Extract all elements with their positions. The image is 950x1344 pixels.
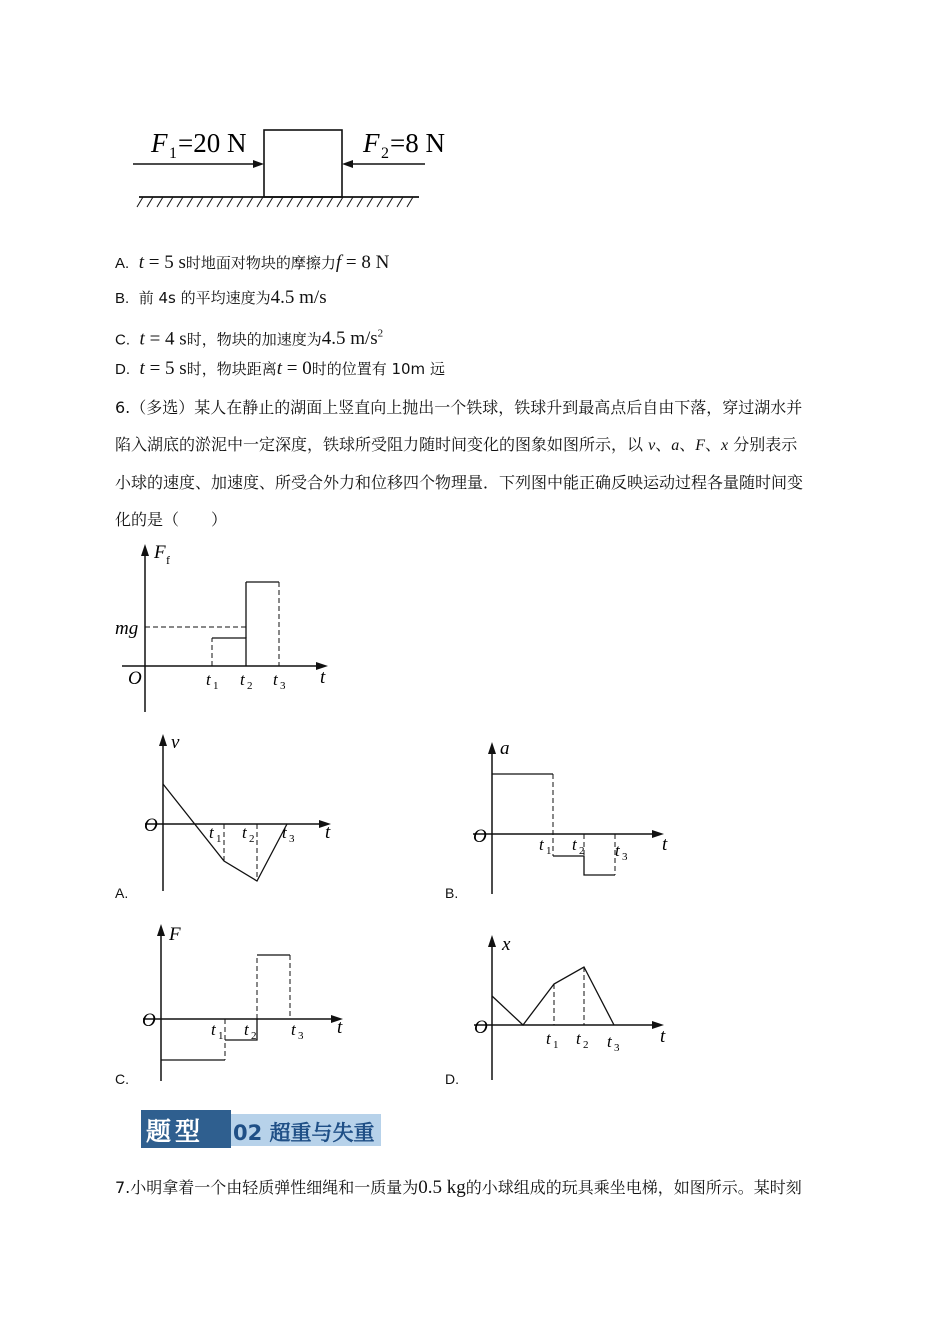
- graph-d-letter: D.: [445, 1071, 459, 1087]
- force-diagram: [125, 115, 465, 215]
- tick-t2: t: [240, 670, 245, 689]
- f2-symbol: F: [363, 128, 380, 158]
- f1-value: =20 N: [178, 128, 247, 158]
- graph-a-t2: t: [242, 823, 247, 842]
- graph-c-t1: t: [211, 1020, 216, 1039]
- graph-b-t1-sub: 1: [546, 845, 552, 857]
- ff-y-sub: f: [166, 553, 170, 567]
- q6-line-1: 6.（多选）某人在静止的湖面上竖直向上抛出一个铁球，铁球升到最高点后自由下落，穿过湖水并: [115, 398, 803, 417]
- graph-b-t3: t: [615, 841, 620, 860]
- question-6: [115, 389, 840, 538]
- graph-d-y-label: x: [502, 934, 511, 955]
- graph-a-t3-sub: 3: [289, 833, 295, 845]
- question-7: 7.小明拿着一个由轻质弹性细绳和一质量为0.5 kg的小球组成的玩具乘坐电梯，如图所示。某时刻: [115, 1177, 802, 1198]
- graph-b-t3-sub: 3: [622, 851, 628, 863]
- graph-d-origin: O: [474, 1017, 488, 1038]
- block: [264, 130, 342, 197]
- graph-c-origin: O: [142, 1010, 156, 1031]
- friction-graph: [110, 540, 340, 715]
- graph-c-t1-sub: 1: [218, 1030, 224, 1042]
- graph-c-t3: t: [291, 1020, 296, 1039]
- section-banner-title: 题型: [146, 1117, 205, 1146]
- graph-a-velocity: [135, 728, 340, 893]
- graph-d-t1-sub: 1: [553, 1039, 559, 1051]
- f2-subscript: 2: [381, 145, 389, 162]
- y-arrowhead: [157, 924, 165, 936]
- option-c: C. t = 4 s时，物块的加速度为4.5 $m/s^2$: [115, 328, 384, 350]
- graph-c-t2-sub: 2: [251, 1030, 257, 1042]
- section-banner-subtitle: 02 超重与失重: [233, 1121, 375, 1145]
- graph-c-y-label: F: [169, 924, 181, 945]
- t-label: t: [320, 667, 326, 688]
- graph-c-t3-sub: 3: [298, 1030, 304, 1042]
- tick-t2-sub: 2: [247, 680, 253, 692]
- y-arrowhead: [488, 935, 496, 947]
- f1-symbol: F: [151, 128, 168, 158]
- graph-a-curve: [163, 784, 287, 881]
- ff-segment-water: [212, 638, 246, 666]
- graph-a-t2-sub: 2: [249, 833, 255, 845]
- y-arrowhead: [488, 742, 496, 754]
- graph-d-t3: t: [607, 1032, 612, 1051]
- graph-a-origin: O: [144, 815, 158, 836]
- graph-c-force: [135, 918, 350, 1083]
- q6-line-2: 陷入湖底的淤泥中一定深度，铁球所受阻力随时间变化的图象如图所示，以 v、a、F、x 分别表示: [115, 435, 798, 454]
- graph-a-t1: t: [209, 823, 214, 842]
- graph-a-t1-sub: 1: [216, 833, 222, 845]
- graph-d-t1: t: [546, 1029, 551, 1048]
- graph-b-t1: t: [539, 835, 544, 854]
- graph-b-acceleration: [470, 738, 675, 898]
- option-a: A. t = 5 s时地面对物块的摩擦力f = 8 N: [115, 252, 390, 273]
- graph-a-letter: A.: [115, 885, 129, 901]
- graph-b-segment-water-mud: [553, 856, 615, 875]
- graph-b-t-label: t: [662, 834, 668, 855]
- graph-d-curve: [492, 967, 614, 1025]
- mg-label: mg: [115, 618, 139, 639]
- graph-b-t2-sub: 2: [579, 845, 585, 857]
- graph-b-y-label: a: [500, 738, 510, 759]
- y-arrowhead: [141, 544, 149, 556]
- graph-d-displacement: [470, 930, 675, 1080]
- q6-line-3: 小球的速度、加速度、所受合外力和位移四个物理量．下列图中能正确反映运动过程各量随时间变: [115, 473, 804, 492]
- graph-a-y-label: v: [171, 732, 180, 753]
- graph-c-letter: C.: [115, 1071, 129, 1087]
- graph-d-t3-sub: 3: [614, 1042, 620, 1054]
- graph-a-t3: t: [282, 823, 287, 842]
- graph-d-t2-sub: 2: [583, 1039, 589, 1051]
- q6-line-4: 化的是（ ）: [115, 510, 228, 529]
- ff-y-label: F: [154, 542, 166, 563]
- graph-d-t2: t: [576, 1029, 581, 1048]
- graph-b-t2: t: [572, 835, 577, 854]
- ground-hatch: [137, 197, 413, 207]
- f2-arrowhead: [342, 160, 353, 168]
- tick-t1: t: [206, 670, 211, 689]
- graph-a-t-label: t: [325, 822, 331, 843]
- graph-d-t-label: t: [660, 1026, 666, 1047]
- graph-c-t-label: t: [337, 1017, 343, 1038]
- f1-arrowhead: [253, 160, 264, 168]
- origin-label: O: [128, 668, 142, 689]
- f2-value: =8 N: [390, 128, 445, 158]
- f1-subscript: 1: [169, 145, 177, 162]
- graph-b-letter: B.: [445, 885, 459, 901]
- graph-c-t2: t: [244, 1020, 249, 1039]
- tick-t3-sub: 3: [280, 680, 286, 692]
- option-d: D. t = 5 s时，物块距离t = 0时的位置有 10m 远: [115, 358, 445, 379]
- tick-t1-sub: 1: [213, 680, 219, 692]
- graph-b-origin: O: [473, 826, 487, 847]
- tick-t3: t: [273, 670, 278, 689]
- y-arrowhead: [159, 734, 167, 746]
- option-b: B. 前 4s 的平均速度为4.5 m/s: [115, 287, 327, 308]
